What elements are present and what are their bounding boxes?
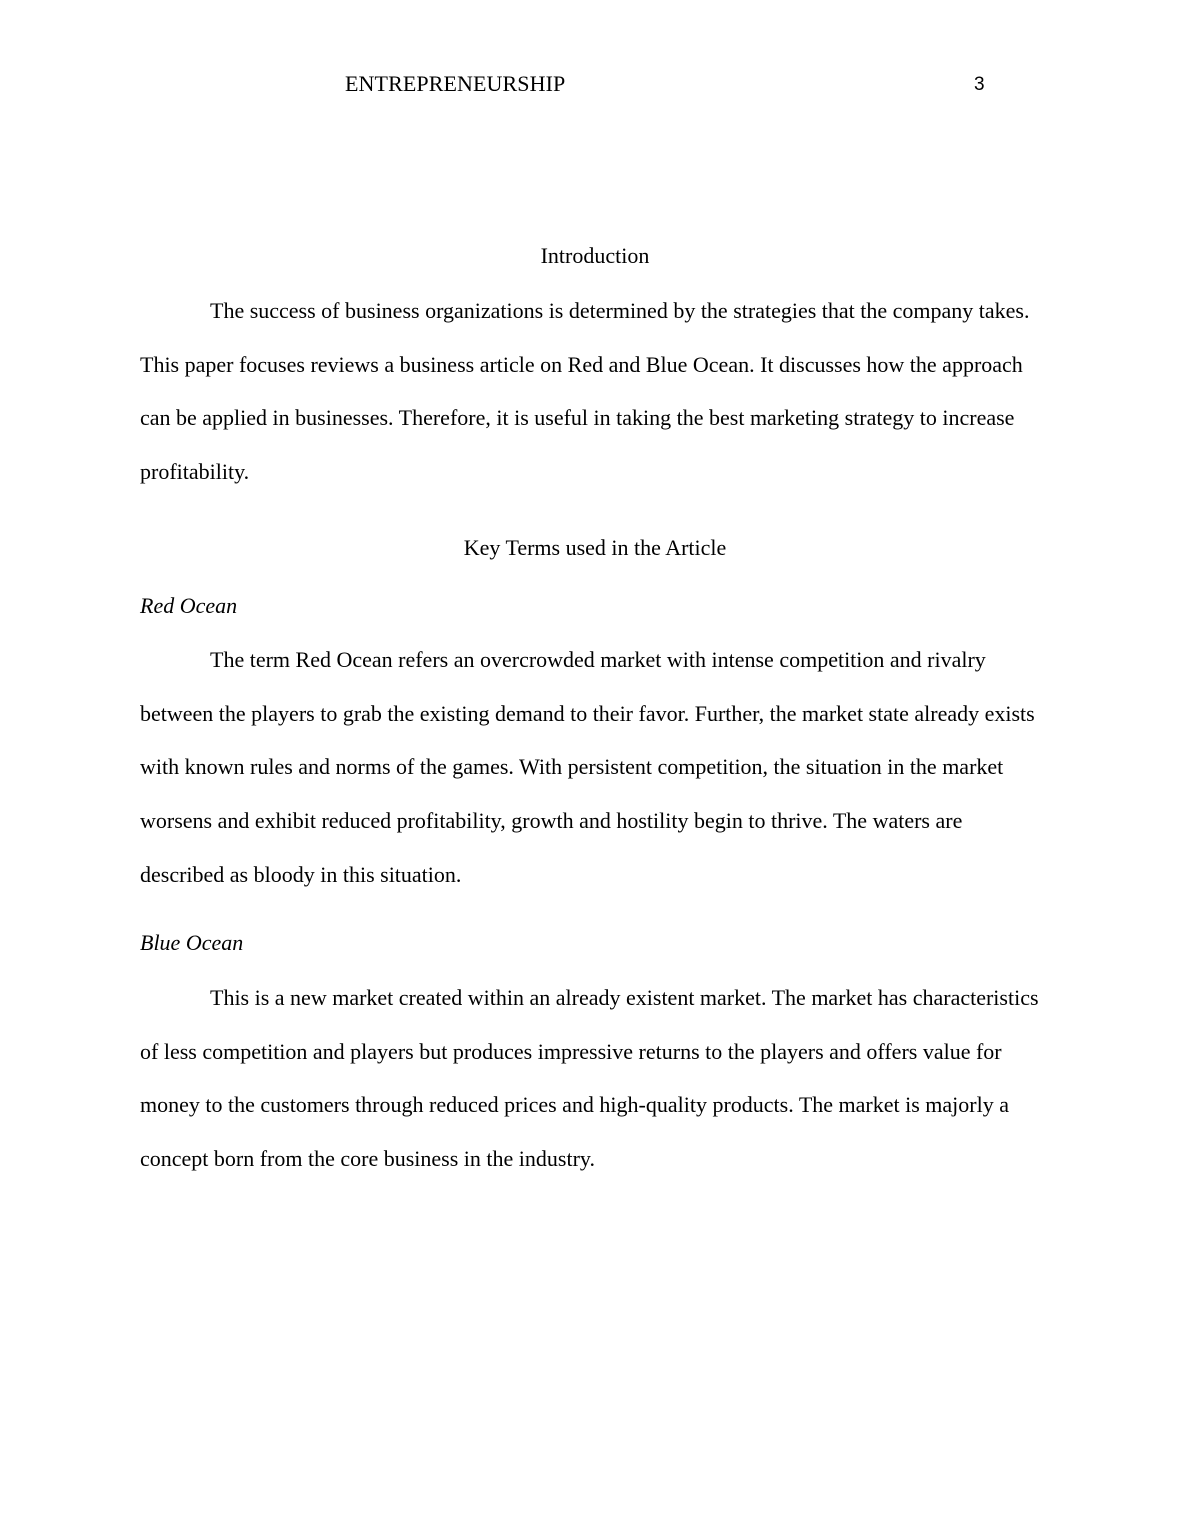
blue-ocean-paragraph: This is a new market created within an already existent market. The market has characteristics of less competition and players but produces impressive returns to the players and offers value for money to the customers through reduced prices and high-quality products. The market is majorly a concept born from the core business in the industry. bbox=[140, 985, 1039, 1172]
red-ocean-paragraph: The term Red Ocean refers an overcrowded market with intense competition and rivalry between the players to grab the existing demand to their favor. Further, the market state already exists with known rules and norms of the games. With persistent competition, the situation in the market worsens and exhibit reduced profitability, growth and hostility begin to thrive. The waters are described as bloody in this situation. bbox=[140, 647, 1035, 887]
running-head: ENTREPRENEURSHIP bbox=[345, 71, 566, 96]
red-ocean-subheading: Red Ocean bbox=[140, 593, 238, 618]
introduction-paragraph: The success of business organizations is determined by the strategies that the company takes. This paper focuses reviews a business article on Red and Blue Ocean. It discusses how the approach can be applied in businesses. Therefore, it is useful in taking the best marketing strategy to increase profitability. bbox=[140, 298, 1030, 485]
blue-ocean-subheading: Blue Ocean bbox=[140, 930, 244, 955]
key-terms-heading: Key Terms used in the Article bbox=[463, 535, 727, 560]
page-number: 3 bbox=[974, 74, 985, 95]
introduction-heading: Introduction bbox=[540, 243, 650, 268]
